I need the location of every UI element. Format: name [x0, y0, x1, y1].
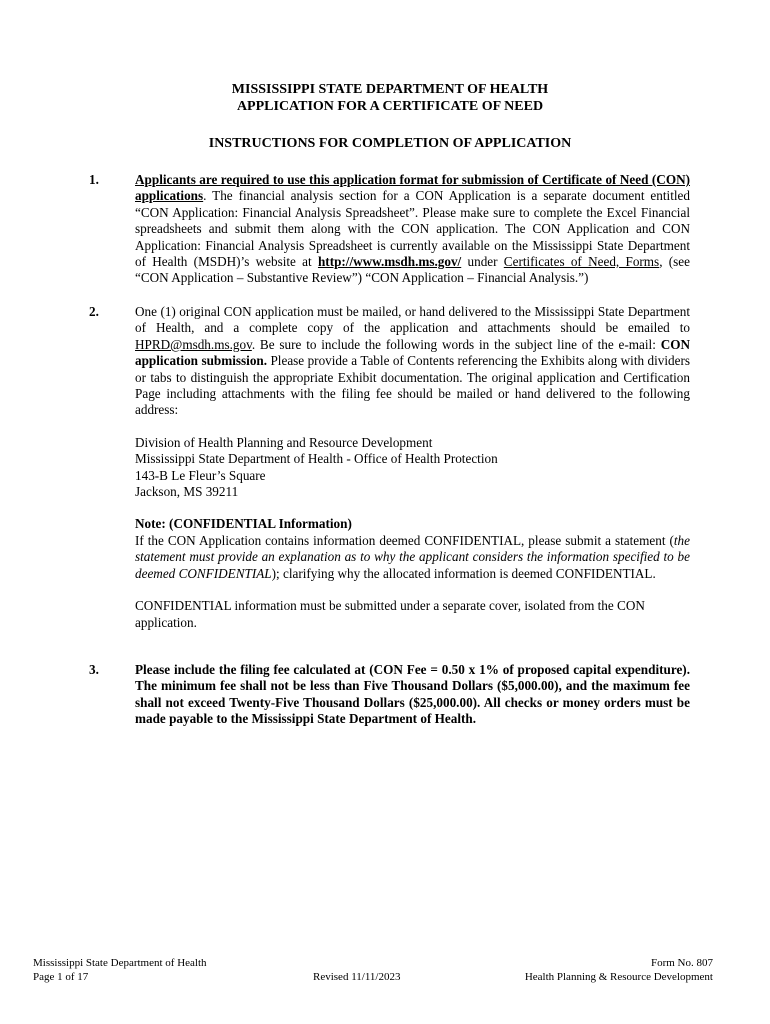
confidential-note	[135, 516, 690, 582]
item-number: 1.	[89, 172, 99, 187]
item-number: 3.	[89, 662, 99, 677]
msdh-website-link[interactable]: http://www.msdh.ms.gov/	[317, 254, 462, 270]
footer-org: Mississippi State Department of Health	[33, 957, 207, 969]
confidential-submission-text: CONFIDENTIAL information must be submitted under a separate cover, isolated from the CON application.	[135, 598, 645, 630]
mailing-address	[135, 435, 690, 501]
item-body	[135, 172, 690, 287]
note-italic-text: the statement must provide an explanation as to why the applicant considers the information specified to be deemed CONFIDENTIAL	[135, 532, 690, 581]
item-2-text-b: . Be sure to include the following words in the subject line of the e-mail:	[251, 336, 661, 352]
email-subject-text: CON application submission.	[135, 336, 690, 369]
item-body	[135, 304, 690, 631]
footer-division: Health Planning & Resource Development	[524, 971, 713, 983]
item-1-text-c: , (see “CON Application – Substantive Review”) “CON Application – Financial Analysis.”)	[135, 254, 690, 286]
note-text-b: ); clarifying why the allocated information is deemed CONFIDENTIAL.	[271, 565, 656, 581]
header-application-title: APPLICATION FOR A CERTIFICATE OF NEED	[236, 99, 544, 114]
item-1-text-a: . The financial analysis section for a CON Application is a separate document entitled “CON Application: Financial Analysis Spreadsheet”. Please make sure to complete the Excel Financial spreadsheets and submit them along with the CON application. The CON Application and CON Application: Financial Analysis Spreadsheet is currently available on the Mississippi State Department of Health (MSDH)’s website at	[135, 188, 690, 270]
address-line: 143-B Le Fleur’s Square	[135, 467, 266, 483]
item-number: 2.	[89, 304, 99, 319]
note-text-a: If the CON Application contains information deemed CONFIDENTIAL, please submit a statement (	[135, 532, 674, 548]
item-1-text-b: under	[461, 254, 504, 270]
certificates-of-need-forms-link[interactable]: Certificates of Need, Forms	[503, 254, 660, 270]
hprd-email-link[interactable]: HPRD@msdh.ms.gov	[135, 336, 252, 352]
item-2-text-a: One (1) original CON application must be mailed, or hand delivered to the Mississippi State Department of Health, and a complete copy of the application and attachments should be emailed to	[135, 304, 690, 336]
filing-fee-text: Please include the filing fee calculated at (CON Fee = 0.50 x 1% of proposed capital expenditure). The minimum fee shall not be less than Five Thousand Dollars ($5,000.00), and the maximum fee shall not exceed Twenty-Five Thousand Dollars ($25,000.00). All checks or money orders must be made payable to the Mississippi State Department of Health.	[135, 662, 690, 727]
instructions-title: INSTRUCTIONS FOR COMPLETION OF APPLICATION	[208, 136, 572, 151]
address-line: Mississippi State Department of Health - Office of Health Protection	[135, 451, 498, 467]
item-1-lead: Applicants are required to use this application format for submission of Certificate of Need (CON) applications	[135, 172, 690, 204]
document-header	[0, 81, 770, 115]
footer-left	[33, 956, 207, 984]
header-department: MISSISSIPPI STATE DEPARTMENT OF HEALTH	[231, 82, 549, 97]
address-line: Division of Health Planning and Resource Development	[135, 434, 433, 450]
footer-revised: Revised 11/11/2023	[313, 971, 401, 983]
address-line: Jackson, MS 39211	[135, 484, 239, 500]
footer-form-number: Form No. 807	[650, 957, 713, 969]
note-title: Note: (CONFIDENTIAL Information)	[135, 516, 352, 532]
footer-right	[525, 956, 713, 984]
item-2-text-c: Please provide a Table of Contents referencing the Exhibits along with dividers or tabs to distinguish the appropriate Exhibit documentation. The original application and Certification Page including attachments with the filing fee should be mailed or hand delivered to the following address:	[135, 353, 690, 418]
footer-page-number: Page 1 of 17	[33, 971, 89, 983]
